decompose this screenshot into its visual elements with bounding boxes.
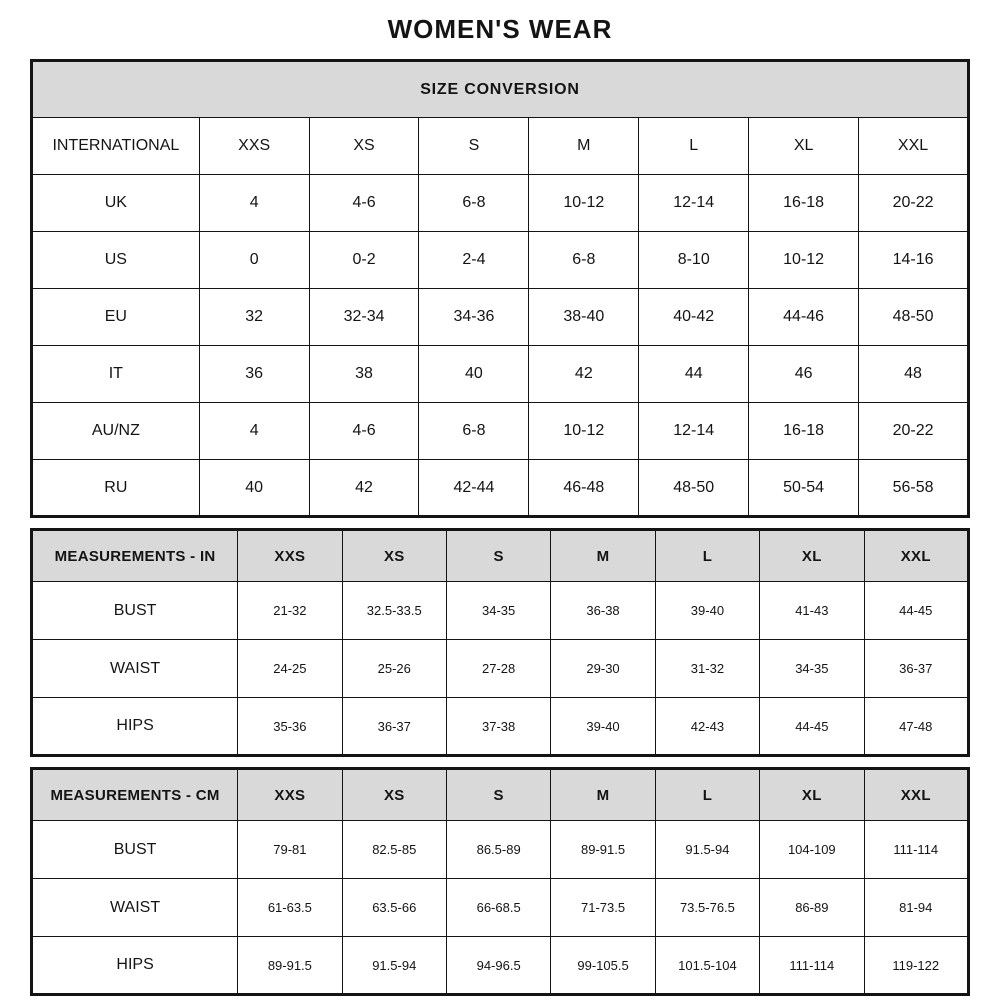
size-conversion-label-header: INTERNATIONAL	[32, 118, 200, 175]
size-value-cell: 31-32	[655, 640, 759, 698]
size-column-header-xl: XL	[760, 530, 864, 582]
size-column-header-s: S	[419, 118, 529, 175]
size-value-cell: 89-91.5	[551, 821, 655, 879]
size-value-cell: 44-45	[864, 582, 968, 640]
size-value-cell: 4	[199, 403, 309, 460]
table-row	[32, 698, 969, 756]
size-conversion-banner-row	[32, 61, 969, 118]
size-column-header-xs: XS	[309, 118, 419, 175]
size-value-cell: 46-48	[529, 460, 639, 517]
measurements-cm-label-header: MEASUREMENTS - CM	[32, 769, 238, 821]
size-value-cell: 86.5-89	[446, 821, 550, 879]
row-label: BUST	[32, 821, 238, 879]
row-label: IT	[32, 346, 200, 403]
row-label: EU	[32, 289, 200, 346]
size-value-cell: 91.5-94	[342, 937, 446, 995]
size-column-header-s: S	[446, 769, 550, 821]
row-label: HIPS	[32, 937, 238, 995]
size-value-cell: 44-45	[760, 698, 864, 756]
size-column-header-l: L	[639, 118, 749, 175]
size-value-cell: 79-81	[238, 821, 342, 879]
size-value-cell: 61-63.5	[238, 879, 342, 937]
size-value-cell: 36	[199, 346, 309, 403]
table-row	[32, 640, 969, 698]
size-value-cell: 39-40	[655, 582, 759, 640]
size-value-cell: 104-109	[760, 821, 864, 879]
measurements-in-table	[30, 528, 970, 757]
measurements-cm-header-row	[32, 769, 969, 821]
size-value-cell: 24-25	[238, 640, 342, 698]
row-label: WAIST	[32, 879, 238, 937]
size-value-cell: 91.5-94	[655, 821, 759, 879]
size-conversion-header-row	[32, 118, 969, 175]
size-column-header-xxs: XXS	[199, 118, 309, 175]
size-value-cell: 101.5-104	[655, 937, 759, 995]
size-column-header-l: L	[655, 530, 759, 582]
table-row	[32, 879, 969, 937]
size-value-cell: 6-8	[419, 175, 529, 232]
size-value-cell: 71-73.5	[551, 879, 655, 937]
size-value-cell: 86-89	[760, 879, 864, 937]
table-row	[32, 582, 969, 640]
table-row	[32, 460, 969, 517]
size-value-cell: 39-40	[551, 698, 655, 756]
table-row	[32, 175, 969, 232]
size-value-cell: 94-96.5	[446, 937, 550, 995]
size-value-cell: 42-44	[419, 460, 529, 517]
size-value-cell: 32	[199, 289, 309, 346]
size-value-cell: 10-12	[749, 232, 859, 289]
size-column-header-xs: XS	[342, 530, 446, 582]
size-value-cell: 14-16	[859, 232, 969, 289]
size-value-cell: 12-14	[639, 175, 749, 232]
table-row	[32, 346, 969, 403]
size-column-header-xl: XL	[749, 118, 859, 175]
size-value-cell: 37-38	[446, 698, 550, 756]
row-label: HIPS	[32, 698, 238, 756]
size-value-cell: 32-34	[309, 289, 419, 346]
page-title: WOMEN'S WEAR	[387, 14, 613, 44]
size-value-cell: 119-122	[864, 937, 968, 995]
size-value-cell: 10-12	[529, 175, 639, 232]
size-value-cell: 42	[309, 460, 419, 517]
table-row	[32, 821, 969, 879]
size-value-cell: 4-6	[309, 403, 419, 460]
size-value-cell: 34-35	[446, 582, 550, 640]
size-value-cell: 16-18	[749, 403, 859, 460]
size-value-cell: 32.5-33.5	[342, 582, 446, 640]
size-value-cell: 50-54	[749, 460, 859, 517]
size-value-cell: 111-114	[864, 821, 968, 879]
size-column-header-xxs: XXS	[238, 769, 342, 821]
size-value-cell: 29-30	[551, 640, 655, 698]
size-value-cell: 4	[199, 175, 309, 232]
size-value-cell: 81-94	[864, 879, 968, 937]
size-value-cell: 38-40	[529, 289, 639, 346]
size-value-cell: 38	[309, 346, 419, 403]
size-value-cell: 48-50	[639, 460, 749, 517]
table-row	[32, 289, 969, 346]
size-column-header-xl: XL	[760, 769, 864, 821]
size-value-cell: 0-2	[309, 232, 419, 289]
size-column-header-l: L	[655, 769, 759, 821]
size-column-header-xxl: XXL	[859, 118, 969, 175]
size-value-cell: 27-28	[446, 640, 550, 698]
size-value-cell: 0	[199, 232, 309, 289]
row-label: AU/NZ	[32, 403, 200, 460]
size-column-header-xxl: XXL	[864, 530, 968, 582]
size-value-cell: 89-91.5	[238, 937, 342, 995]
size-value-cell: 36-37	[864, 640, 968, 698]
size-column-header-m: M	[529, 118, 639, 175]
measurements-in-header-row	[32, 530, 969, 582]
size-value-cell: 20-22	[859, 403, 969, 460]
size-value-cell: 34-35	[760, 640, 864, 698]
size-value-cell: 20-22	[859, 175, 969, 232]
size-value-cell: 44	[639, 346, 749, 403]
size-value-cell: 73.5-76.5	[655, 879, 759, 937]
table-row	[32, 937, 969, 995]
size-value-cell: 12-14	[639, 403, 749, 460]
size-column-header-m: M	[551, 769, 655, 821]
size-column-header-xxs: XXS	[238, 530, 342, 582]
size-value-cell: 35-36	[238, 698, 342, 756]
size-conversion-table	[30, 59, 970, 518]
size-value-cell: 4-6	[309, 175, 419, 232]
row-label: WAIST	[32, 640, 238, 698]
size-value-cell: 2-4	[419, 232, 529, 289]
size-value-cell: 42-43	[655, 698, 759, 756]
size-value-cell: 46	[749, 346, 859, 403]
size-value-cell: 111-114	[760, 937, 864, 995]
size-value-cell: 99-105.5	[551, 937, 655, 995]
size-conversion-banner: SIZE CONVERSION	[32, 61, 969, 118]
size-value-cell: 6-8	[529, 232, 639, 289]
size-column-header-xxl: XXL	[864, 769, 968, 821]
table-row	[32, 232, 969, 289]
row-label: BUST	[32, 582, 238, 640]
size-value-cell: 48	[859, 346, 969, 403]
size-value-cell: 40	[199, 460, 309, 517]
size-value-cell: 48-50	[859, 289, 969, 346]
size-column-header-xs: XS	[342, 769, 446, 821]
size-value-cell: 56-58	[859, 460, 969, 517]
size-value-cell: 47-48	[864, 698, 968, 756]
size-value-cell: 40-42	[639, 289, 749, 346]
size-value-cell: 6-8	[419, 403, 529, 460]
size-value-cell: 21-32	[238, 582, 342, 640]
size-value-cell: 63.5-66	[342, 879, 446, 937]
measurements-cm-table	[30, 767, 970, 996]
size-value-cell: 66-68.5	[446, 879, 550, 937]
size-value-cell: 10-12	[529, 403, 639, 460]
size-column-header-m: M	[551, 530, 655, 582]
size-value-cell: 41-43	[760, 582, 864, 640]
size-value-cell: 8-10	[639, 232, 749, 289]
size-value-cell: 82.5-85	[342, 821, 446, 879]
row-label: RU	[32, 460, 200, 517]
size-column-header-s: S	[446, 530, 550, 582]
size-value-cell: 40	[419, 346, 529, 403]
size-value-cell: 36-38	[551, 582, 655, 640]
row-label: UK	[32, 175, 200, 232]
size-value-cell: 36-37	[342, 698, 446, 756]
size-value-cell: 42	[529, 346, 639, 403]
table-row	[32, 403, 969, 460]
size-value-cell: 34-36	[419, 289, 529, 346]
size-value-cell: 44-46	[749, 289, 859, 346]
size-value-cell: 25-26	[342, 640, 446, 698]
size-value-cell: 16-18	[749, 175, 859, 232]
row-label: US	[32, 232, 200, 289]
measurements-in-label-header: MEASUREMENTS - IN	[32, 530, 238, 582]
